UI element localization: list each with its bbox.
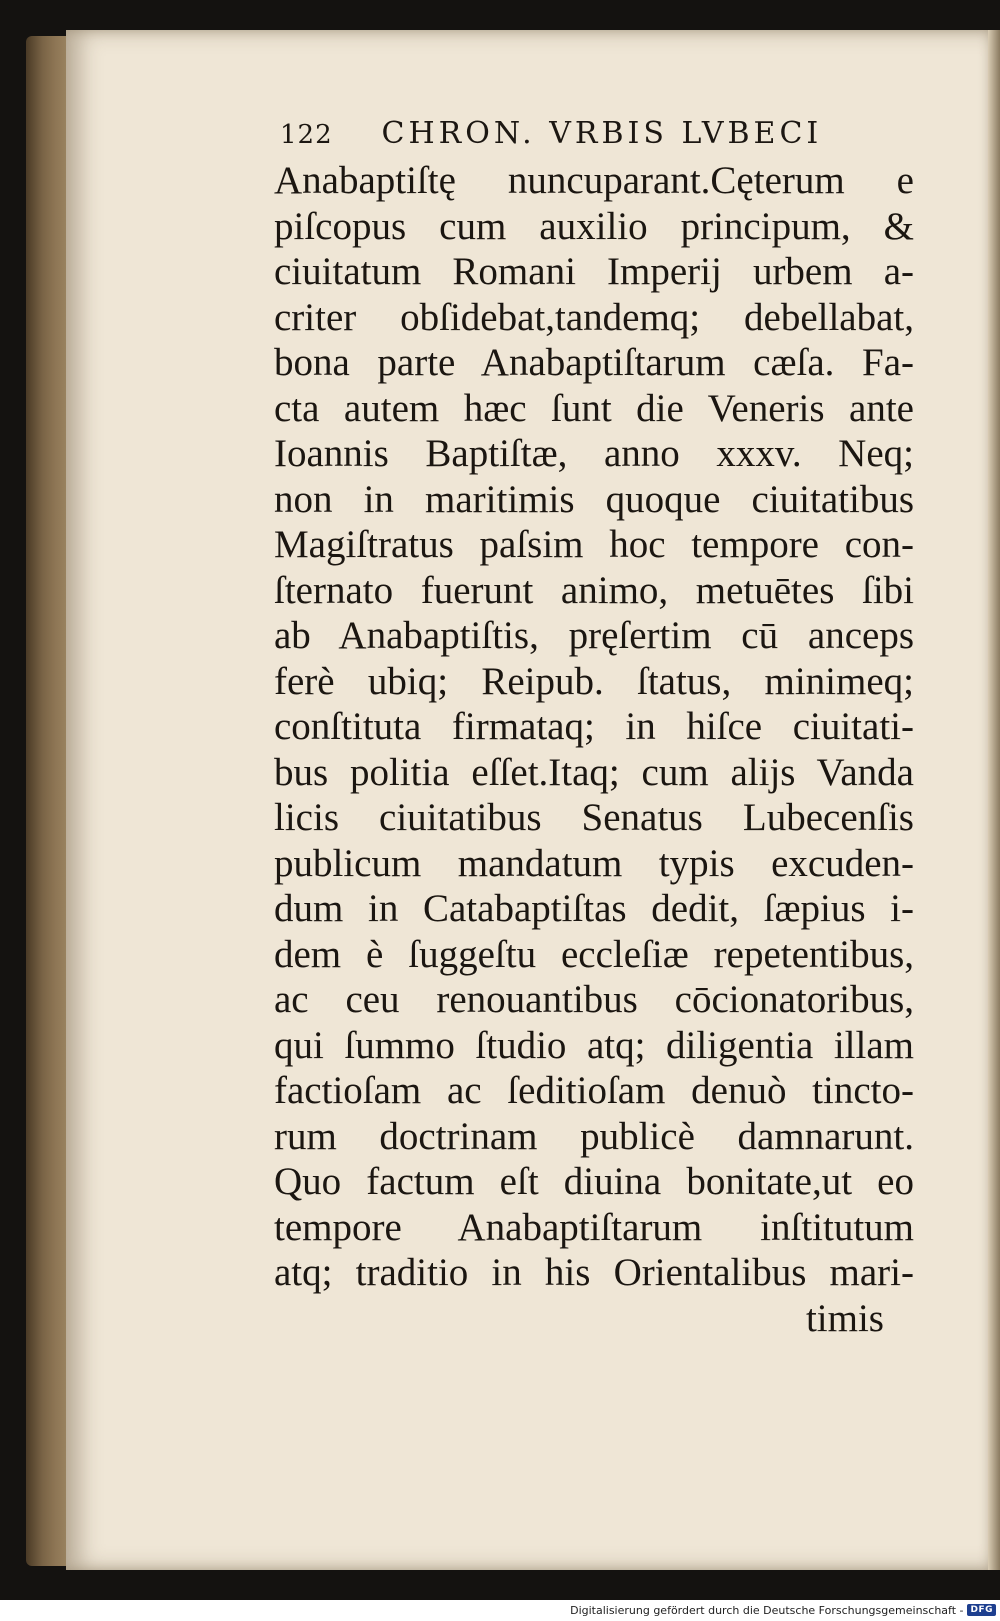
text-line: bus politia eſſet.Itaq; cum alijs Vanda bbox=[274, 750, 914, 794]
text-line: conſtituta firmataq; in hiſce ciuitati- bbox=[274, 705, 914, 748]
text-line: atq; traditio in his Orientalibus mari- bbox=[274, 1251, 914, 1294]
body-text bbox=[274, 158, 914, 1341]
text-line: licis ciuitatibus Senatus Lubecenſis bbox=[274, 796, 914, 839]
digitization-credit bbox=[570, 1602, 996, 1618]
page-number: 122 bbox=[280, 120, 333, 150]
page-header bbox=[280, 116, 880, 156]
running-title: CHRON. VRBIS LVBECI bbox=[381, 116, 823, 151]
text-line: piſcopus cum auxilio principum, & bbox=[274, 204, 914, 248]
text-line: ciuitatum Romani Imperij urbem a- bbox=[274, 250, 914, 293]
text-line: criter obſidebat,tandemq; debellabat, bbox=[274, 295, 914, 339]
text-line: dum in Catabaptiſtas dedit, ſæpius i- bbox=[274, 887, 914, 930]
text-line: tempore Anabaptiſtarum inſtitutum bbox=[274, 1205, 914, 1249]
text-line: rum doctrinam publicè damnarunt. bbox=[274, 1114, 914, 1158]
text-line: cta autem hæc ſunt die Veneris ante bbox=[274, 386, 914, 430]
text-line: ab Anabaptiſtis, pręſertim cū anceps bbox=[274, 614, 914, 657]
text-line: ſternato fuerunt animo, metuētes ſibi bbox=[274, 568, 914, 612]
text-line: Magiſtratus paſsim hoc tempore con- bbox=[274, 523, 914, 566]
text-line: Quo factum eſt diuina bonitate,ut eo bbox=[274, 1160, 914, 1203]
text-line: qui ſummo ſtudio atq; diligentia illam bbox=[274, 1023, 914, 1067]
credit-text: Digitalisierung gefördert durch die Deutsche Forschungsgemeinschaft - bbox=[570, 1603, 964, 1617]
text-line: ferè ubiq; Reipub. ſtatus, minimeq; bbox=[274, 659, 914, 703]
text-line: ac ceu renouantibus cōcionatoribus, bbox=[274, 978, 914, 1021]
text-line: dem è ſuggeſtu eccleſiæ repetentibus, bbox=[274, 932, 914, 976]
dfg-logo-icon: DFG bbox=[967, 1604, 996, 1616]
text-line: factioſam ac ſeditioſam denuò tincto- bbox=[274, 1069, 914, 1112]
text-line: non in maritimis quoque ciuitatibus bbox=[274, 477, 914, 521]
text-line: Ioannis Baptiſtæ, anno xxxv. Neq; bbox=[274, 432, 914, 475]
page-fore-edge bbox=[988, 30, 1000, 1570]
text-line: publicum mandatum typis excuden- bbox=[274, 841, 914, 885]
text-line: Anabaptiſtę nuncuparant.Cęterum e bbox=[274, 159, 914, 202]
catchword: timis bbox=[805, 1296, 884, 1340]
text-line: bona parte Anabaptiſtarum cæſa. Fa- bbox=[274, 341, 914, 384]
